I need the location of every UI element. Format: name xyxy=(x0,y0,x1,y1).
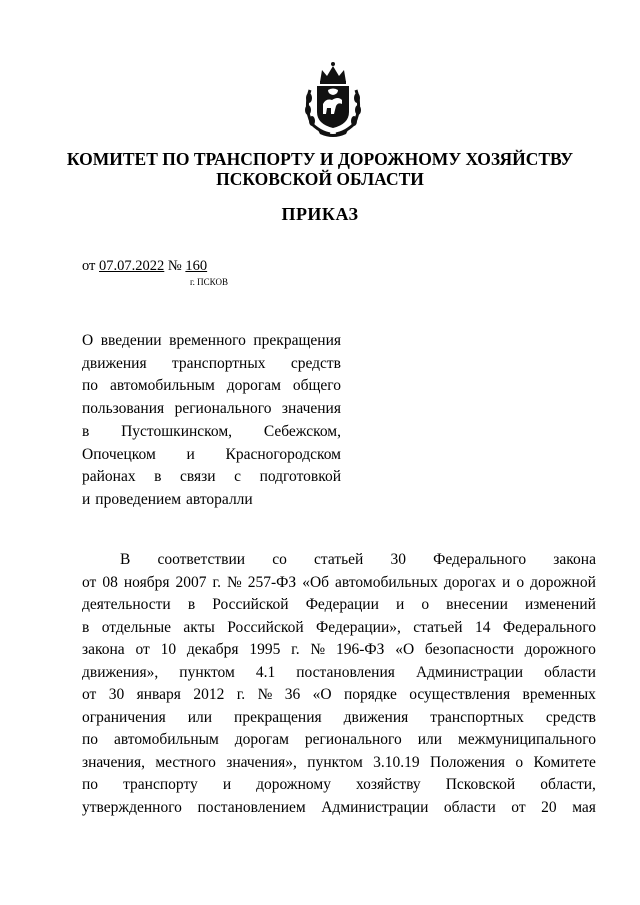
word: соответствии xyxy=(157,551,246,568)
word: в xyxy=(82,618,90,636)
word: автомобильным xyxy=(109,377,215,395)
word: Администрации xyxy=(321,798,429,816)
word: и xyxy=(222,776,232,793)
word: и xyxy=(502,573,511,591)
word: закона xyxy=(82,641,125,658)
body-line xyxy=(82,774,596,797)
subject-line xyxy=(82,421,341,444)
word: № xyxy=(226,573,242,591)
word: регионального xyxy=(174,400,272,418)
word: Федерации xyxy=(305,596,379,613)
word: проведением xyxy=(95,490,182,508)
word: районах xyxy=(82,468,136,486)
body-line xyxy=(82,572,596,595)
body-line xyxy=(82,752,596,775)
word: или xyxy=(417,731,443,748)
body-line xyxy=(82,549,596,572)
word: 14 xyxy=(475,618,491,636)
word: о xyxy=(515,753,524,771)
word: от xyxy=(511,798,526,816)
word: регионального xyxy=(304,731,402,748)
document-dateline xyxy=(82,258,207,275)
word: и xyxy=(395,596,405,613)
word: Российской xyxy=(227,618,304,636)
word: Федерации», xyxy=(316,618,401,636)
word: ограничения xyxy=(82,708,166,726)
word: о xyxy=(421,596,430,613)
body-line xyxy=(82,617,596,640)
word: введении xyxy=(100,332,162,349)
subject-line xyxy=(82,375,341,398)
word: хозяйству xyxy=(356,776,421,793)
word: декабря xyxy=(186,641,239,658)
word: 3.10.19 xyxy=(373,753,420,771)
word: 2007 xyxy=(175,573,207,591)
word: 4.1 xyxy=(255,663,276,681)
organization-name-line1: КОМИТЕТ ПО ТРАНСПОРТУ И ДОРОЖНОМУ ХОЗЯЙСТВУ xyxy=(66,149,574,169)
word: Положения xyxy=(430,753,505,771)
word: транспортных xyxy=(171,354,266,372)
word: с xyxy=(234,468,242,486)
document-number: 160 xyxy=(185,258,208,274)
word: значения, xyxy=(82,753,145,771)
subject-line xyxy=(82,466,341,489)
word: Российской xyxy=(212,596,289,613)
word: «О xyxy=(395,641,415,658)
word: в xyxy=(82,422,90,440)
word: пунктом xyxy=(179,663,235,681)
word: области, xyxy=(540,776,596,793)
document-date: 07.07.2022 xyxy=(99,258,165,274)
organization-name-line2: ПСКОВСКОЙ ОБЛАСТИ xyxy=(216,169,424,189)
word: от xyxy=(135,641,150,658)
word: средств xyxy=(545,708,596,726)
word: местного xyxy=(155,753,216,771)
word: или xyxy=(187,708,213,726)
subject-line xyxy=(82,330,341,353)
word: постановлением xyxy=(197,798,306,816)
word: отдельные xyxy=(101,618,172,636)
word: № xyxy=(257,686,273,703)
word: № xyxy=(310,641,326,658)
word: деятельности xyxy=(82,596,171,613)
word: прекращения xyxy=(234,708,322,726)
word: 196-ФЗ xyxy=(335,641,385,658)
date-from-label: от xyxy=(82,258,96,274)
word: 30 xyxy=(390,551,406,568)
word: Комитете xyxy=(533,753,596,771)
word: дорожному xyxy=(256,776,331,793)
word: транспортных xyxy=(430,708,524,726)
word: 30 xyxy=(108,686,125,703)
word: межмуниципального xyxy=(457,731,596,748)
subject-line xyxy=(82,489,341,512)
word: «О xyxy=(312,686,332,703)
word: Пустошкинском, xyxy=(121,422,233,440)
word: осуществления xyxy=(409,686,511,703)
word: движения», xyxy=(82,663,159,681)
word: 10 xyxy=(160,641,177,658)
word: порядке xyxy=(344,686,397,703)
word: О xyxy=(82,332,94,349)
word: области xyxy=(544,663,596,681)
document-type-title: ПРИКАЗ xyxy=(281,204,359,224)
word: в xyxy=(187,596,196,613)
word: января xyxy=(136,686,181,703)
number-label: № xyxy=(167,258,182,274)
word: 257-ФЗ xyxy=(247,573,297,591)
word: о xyxy=(516,573,525,591)
word: в xyxy=(154,468,162,486)
word: по xyxy=(82,731,99,748)
word: дорожной xyxy=(530,573,596,591)
word: временных xyxy=(522,686,596,703)
word: Опочецком xyxy=(82,445,156,463)
word: пунктом xyxy=(307,753,363,771)
word: 1995 xyxy=(249,641,281,658)
body-line xyxy=(82,594,596,617)
word: акты xyxy=(183,618,215,636)
word: 2012 xyxy=(193,686,225,703)
word: от xyxy=(82,573,97,591)
subject-line xyxy=(82,353,341,376)
word: Себежском, xyxy=(263,422,341,440)
word: ноября xyxy=(123,573,170,591)
word: дорогах xyxy=(443,573,497,591)
word: по xyxy=(82,776,99,793)
body-line xyxy=(82,684,596,707)
word: г. xyxy=(236,686,246,703)
word: 08 xyxy=(102,573,118,591)
word: изменений xyxy=(524,596,596,613)
word: статьей xyxy=(314,551,364,568)
body-line xyxy=(82,729,596,752)
word: безопасности xyxy=(424,641,514,658)
word: В xyxy=(120,551,131,568)
word: и xyxy=(82,490,91,508)
word: г. xyxy=(212,573,221,591)
word: средств xyxy=(290,354,341,372)
subject-line xyxy=(82,398,341,421)
word: дорожного xyxy=(524,641,596,658)
body-line xyxy=(82,707,596,730)
word: дорогам xyxy=(226,377,281,395)
word: постановления xyxy=(296,663,395,681)
word: области xyxy=(443,798,496,816)
word: и xyxy=(186,445,195,463)
word: прекращения xyxy=(253,332,341,349)
word: транспорту xyxy=(123,776,198,793)
document-subject xyxy=(82,330,341,512)
word: 20 xyxy=(541,798,557,816)
subject-line xyxy=(82,444,341,467)
word: утвержденного xyxy=(82,798,182,816)
word: Федерального xyxy=(433,551,527,568)
word: временного xyxy=(169,332,246,349)
word: пользования xyxy=(82,400,165,418)
word: «Об xyxy=(302,573,330,591)
word: мая xyxy=(572,798,596,816)
document-city: г. ПСКОВ xyxy=(190,277,228,287)
word: дорогам xyxy=(234,731,289,748)
word: Администрации xyxy=(415,663,524,681)
word: движения xyxy=(343,708,409,726)
word: связи xyxy=(180,468,216,486)
word: от xyxy=(82,686,97,703)
word: общего xyxy=(292,377,341,395)
word: 36 xyxy=(284,686,301,703)
word: авторалли xyxy=(186,490,253,508)
word: автомобильным xyxy=(113,731,219,748)
word: Псковской xyxy=(445,776,516,793)
word: со xyxy=(272,551,287,568)
word: движения xyxy=(82,354,147,372)
word: закона xyxy=(553,551,596,568)
body-line xyxy=(82,797,596,820)
word: внесении xyxy=(446,596,508,613)
body-line xyxy=(82,662,596,685)
word: г. xyxy=(291,641,300,658)
word: значения xyxy=(281,400,341,418)
word: автомобильных xyxy=(335,573,438,591)
coat-of-arms-icon xyxy=(298,60,368,138)
word: Красногородском xyxy=(225,445,341,463)
document-body-paragraph xyxy=(82,549,596,819)
word: Федерального xyxy=(502,618,596,636)
word: подготовкой xyxy=(259,468,341,486)
word: статьей xyxy=(413,618,463,636)
word: значения», xyxy=(226,753,297,771)
body-line xyxy=(82,639,596,662)
word: по xyxy=(82,377,99,395)
